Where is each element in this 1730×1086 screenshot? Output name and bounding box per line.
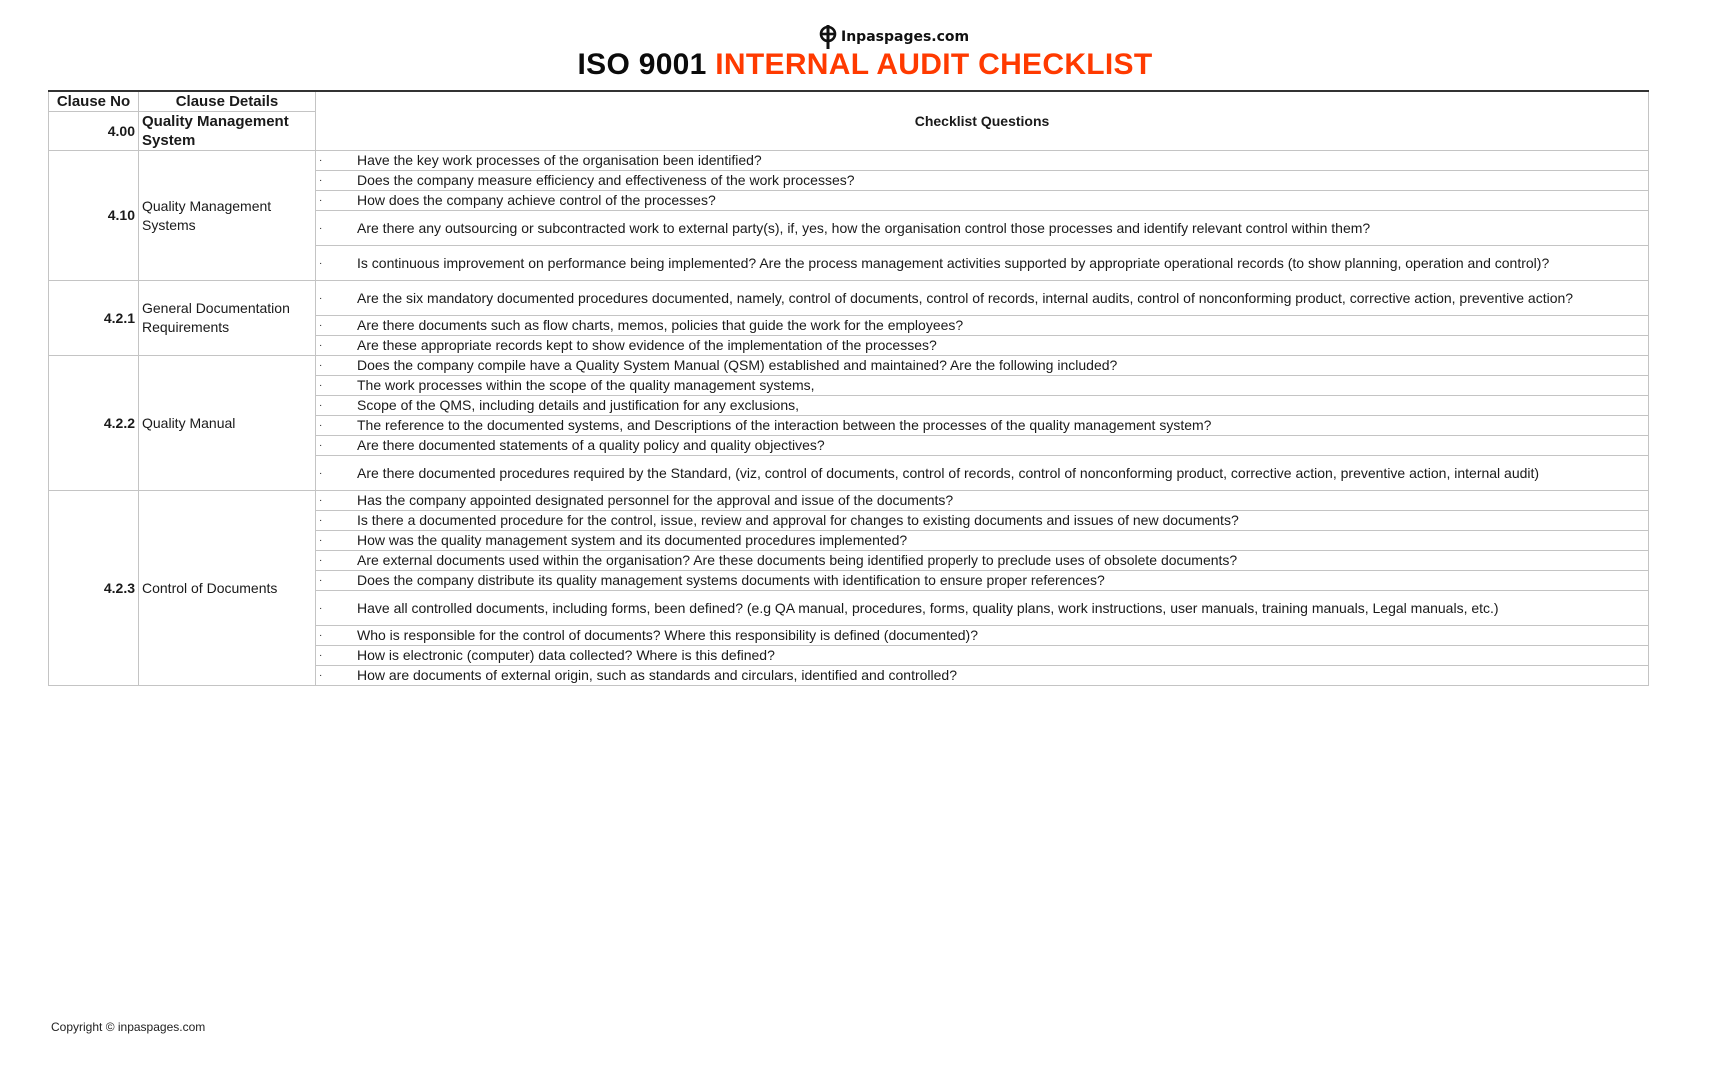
question-text: The work processes within the scope of the quality management systems,	[357, 377, 815, 393]
bullet-dot-icon: ·	[319, 257, 323, 269]
question-text: Has the company appointed designated personnel for the approval and issue of the documents?	[357, 492, 954, 508]
checklist-question	[316, 211, 1649, 246]
bullet-dot-icon: ·	[319, 340, 323, 351]
question-text: Are there documented statements of a quality policy and quality objectives?	[357, 437, 825, 453]
bullet-dot-icon: ·	[319, 420, 323, 431]
bullet-dot-icon: ·	[319, 360, 323, 371]
table-header-row	[49, 91, 1649, 112]
table-row	[49, 281, 1649, 316]
clause-details: Quality Manual	[139, 356, 316, 491]
bullet-dot-icon: ·	[319, 575, 323, 586]
clause-details: Control of Documents	[139, 491, 316, 686]
bullet-dot-icon: ·	[319, 630, 323, 641]
crosshair-cross-icon	[818, 25, 838, 49]
bullet-dot-icon: ·	[319, 535, 323, 546]
checklist-question	[316, 511, 1649, 531]
table-row	[49, 491, 1649, 511]
checklist-question	[316, 376, 1649, 396]
question-text: Is continuous improvement on performance being implemented? Are the process management activities supported by appropriate operational records (to show planning, operation and control)?	[357, 254, 1550, 271]
checklist-question	[316, 416, 1649, 436]
question-text: Are there documented procedures required by the Standard, (viz, control of documents, control of records, control of nonconforming product, corrective action, preventive action, internal audit)	[357, 464, 1540, 481]
bullet-dot-icon: ·	[319, 292, 323, 304]
brand-name: Inpaspages.com	[841, 29, 970, 45]
bullet-dot-icon: ·	[319, 515, 323, 526]
checklist-question	[316, 246, 1649, 281]
clause-number: 4.00	[49, 112, 139, 151]
question-text: How is electronic (computer) data collected? Where is this defined?	[357, 647, 775, 663]
checklist-question	[316, 551, 1649, 571]
header-clause-details: Clause Details	[139, 91, 316, 112]
bullet-dot-icon: ·	[319, 380, 323, 391]
bullet-dot-icon: ·	[319, 440, 323, 451]
bullet-dot-icon: ·	[319, 222, 323, 234]
clause-details: Quality Management System	[139, 112, 316, 151]
checklist-question	[316, 191, 1649, 211]
bullet-dot-icon: ·	[319, 495, 323, 506]
checklist-question	[316, 336, 1649, 356]
question-text: How does the company achieve control of the processes?	[357, 192, 716, 208]
page-title	[0, 48, 1730, 82]
table-row	[49, 356, 1649, 376]
checklist-question	[316, 571, 1649, 591]
brand-logo	[818, 26, 969, 48]
table-row	[49, 151, 1649, 171]
checklist-question	[316, 151, 1649, 171]
question-text: Are there documents such as flow charts, memos, policies that guide the work for the employees?	[357, 317, 964, 333]
bullet-dot-icon: ·	[319, 467, 323, 479]
clause-number: 4.2.1	[49, 281, 139, 356]
title-prefix: ISO 9001	[577, 48, 707, 81]
title-main: INTERNAL AUDIT CHECKLIST	[715, 48, 1153, 81]
bullet-dot-icon: ·	[319, 670, 323, 681]
checklist-question	[316, 316, 1649, 336]
checklist-question	[316, 356, 1649, 376]
checklist-question	[316, 666, 1649, 686]
bullet-dot-icon: ·	[319, 602, 323, 614]
question-text: Who is responsible for the control of documents? Where this responsibility is defined (documented)?	[357, 627, 978, 643]
question-text: Is there a documented procedure for the control, issue, review and approval for changes to existing documents and issues of new documents?	[357, 512, 1239, 528]
question-text: Are there any outsourcing or subcontracted work to external party(s), if, yes, how the organisation control those processes and identify relevant control within them?	[357, 219, 1371, 236]
checklist-question	[316, 591, 1649, 626]
bullet-dot-icon: ·	[319, 555, 323, 566]
question-text: Are these appropriate records kept to show evidence of the implementation of the processes?	[357, 337, 937, 353]
question-text: Does the company measure efficiency and effectiveness of the work processes?	[357, 172, 855, 188]
clause-details: General Documentation Requirements	[139, 281, 316, 356]
clause-details: Quality Management Systems	[139, 151, 316, 281]
question-text: How was the quality management system and its documented procedures implemented?	[357, 532, 908, 548]
question-text: Scope of the QMS, including details and justification for any exclusions,	[357, 397, 800, 413]
bullet-dot-icon: ·	[319, 195, 323, 206]
bullet-dot-icon: ·	[319, 175, 323, 186]
question-text: Are external documents used within the organisation? Are these documents being identified properly to preclude uses of obsolete documents?	[357, 552, 1238, 568]
bullet-dot-icon: ·	[319, 650, 323, 661]
checklist-question	[316, 531, 1649, 551]
checklist-question	[316, 646, 1649, 666]
checklist-question	[316, 281, 1649, 316]
clause-number: 4.10	[49, 151, 139, 281]
clause-number: 4.2.3	[49, 491, 139, 686]
header-checklist-questions: Checklist Questions	[316, 91, 1649, 151]
question-text: Does the company distribute its quality management systems documents with identification to ensure proper references?	[357, 572, 1105, 588]
question-text: Have all controlled documents, including forms, been defined? (e.g QA manual, procedures, forms, quality plans, work instructions, user manuals, training manuals, Legal manuals, etc.)	[357, 599, 1499, 616]
clause-number: 4.2.2	[49, 356, 139, 491]
question-text: Does the company compile have a Quality System Manual (QSM) established and maintained? Are the following included?	[357, 357, 1118, 373]
checklist-question	[316, 396, 1649, 416]
checklist-question	[316, 626, 1649, 646]
copyright-text: Copyright © inpaspages.com	[51, 1020, 206, 1034]
bullet-dot-icon: ·	[319, 155, 323, 166]
bullet-dot-icon: ·	[319, 320, 323, 331]
question-text: Are the six mandatory documented procedures documented, namely, control of documents, control of records, internal audits, control of nonconforming product, corrective action, preventive action?	[357, 289, 1574, 306]
checklist-question	[316, 491, 1649, 511]
bullet-dot-icon: ·	[319, 400, 323, 411]
audit-checklist-table	[48, 90, 1649, 686]
header-clause-no: Clause No	[49, 91, 139, 112]
question-text: Have the key work processes of the organisation been identified?	[357, 152, 762, 168]
question-text: The reference to the documented systems, and Descriptions of the interaction between the processes of the quality management system?	[357, 417, 1212, 433]
checklist-question	[316, 171, 1649, 191]
checklist-question	[316, 456, 1649, 491]
checklist-question	[316, 436, 1649, 456]
question-text: How are documents of external origin, such as standards and circulars, identified and controlled?	[357, 667, 957, 683]
